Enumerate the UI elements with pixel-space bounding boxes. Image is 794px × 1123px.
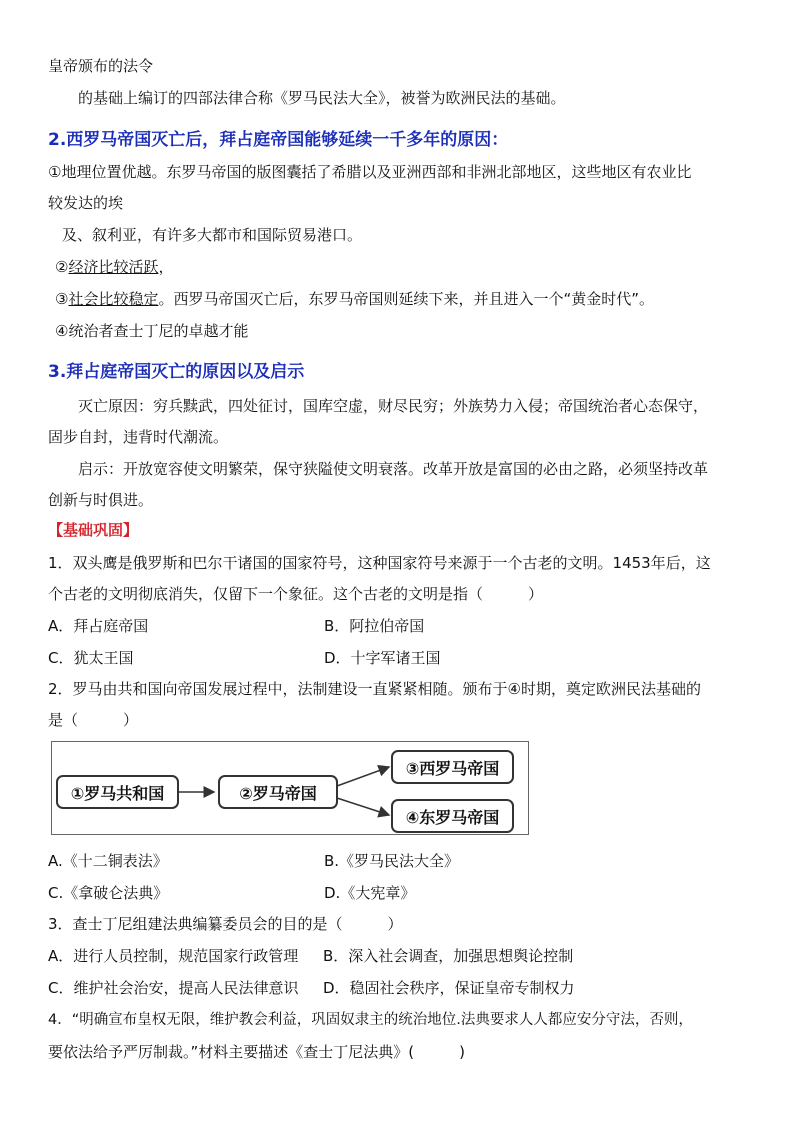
q3-option-a[interactable]: A．进行人员控制，规范国家行政管理: [48, 947, 299, 965]
section3-heading: 3.拜占庭帝国灭亡的原因以及启示: [48, 362, 305, 382]
box-western-roman-empire: ③西罗马帝国: [391, 750, 514, 784]
q2-option-a[interactable]: A.《十二铜表法》: [48, 852, 168, 870]
q3-option-b[interactable]: B．深入社会调查，加强思想舆论控制: [323, 947, 574, 965]
section3-lesson-line1: 启示：开放宽容使文明繁荣，保守狭隘使文明衰落。改革开放是富国的必由之路，必须坚持改革: [78, 460, 709, 478]
point3-underlined: 社会比较稳定: [68, 290, 159, 308]
section2-point1-line3: 及、叙利亚，有许多大都市和国际贸易港口。: [62, 226, 363, 244]
point3-rest: 。西罗马帝国灭亡后，东罗马帝国则延续下来，并且进入一个“黄金时代”。: [158, 290, 655, 308]
q2-line1: 2．罗马由共和国向帝国发展过程中，法制建设一直紧紧相随。颁布于④时期，奠定欧洲民法基础的: [48, 680, 701, 698]
q1-line2: 个古老的文明彻底消失，仅留下一个象征。这个古老的文明是指（ ）: [48, 585, 544, 603]
box-roman-empire: ②罗马帝国: [218, 775, 338, 809]
basic-consolidation-tag: 【基础巩固】: [48, 521, 139, 539]
q4-line1: 4．“明确宣布皇权无限，维护教会利益，巩固奴隶主的统治地位.法典要求人人都应安分守法，否则，: [48, 1012, 693, 1028]
box-eastern-roman-empire: ④东罗马帝国: [391, 799, 514, 833]
q2-line2: 是（ ）: [48, 711, 139, 729]
section2-point1-line1: ①地理位置优越。东罗马帝国的版图囊括了希腊以及亚洲西部和非洲北部地区，这些地区有农业比: [48, 163, 692, 181]
intro-line-2: 的基础上编订的四部法律合称《罗马民法大全》，被誉为欧洲民法的基础。: [78, 89, 566, 107]
q2-option-d[interactable]: D.《大宪章》: [324, 884, 416, 902]
section2-heading: 2.西罗马帝国灭亡后，拜占庭帝国能够延续一千多年的原因：: [48, 130, 509, 150]
arrow-empire-to-east: [337, 798, 389, 815]
section2-point2: [55, 257, 173, 277]
q2-option-b[interactable]: B.《罗马民法大全》: [324, 852, 460, 870]
q4-line2: 要依法给予严厉制裁。”材料主要描述《查士丁尼法典》( ): [48, 1043, 465, 1061]
section2-point1-line2: 较发达的埃: [48, 194, 124, 212]
point2-marker: ②: [55, 258, 69, 276]
point2-rest: ，: [158, 258, 174, 276]
q3-option-c[interactable]: C．维护社会治安，提高人民法律意识: [48, 979, 299, 997]
arrow-empire-to-west: [337, 767, 389, 786]
q1-option-b[interactable]: B．阿拉伯帝国: [324, 617, 425, 635]
box-roman-republic: ①罗马共和国: [56, 775, 179, 809]
section3-cause-line2: 固步自封，违背时代潮流。: [48, 428, 229, 446]
section2-point4: ④统治者查士丁尼的卓越才能: [55, 322, 249, 340]
intro-line-1: 皇帝颁布的法令: [48, 57, 154, 75]
q1-option-d[interactable]: D．十字军诸王国: [324, 649, 441, 667]
section3-cause-line1: 灭亡原因：穷兵黩武，四处征讨，国库空虚，财尽民穷；外族势力入侵；帝国统治者心态保守，: [78, 397, 709, 415]
q1-line1: 1．双头鹰是俄罗斯和巴尔干诸国的国家符号，这种国家符号来源于一个古老的文明。1453年后，这: [48, 554, 711, 572]
point2-underlined: 经济比较活跃: [68, 258, 159, 276]
section2-point3: [55, 289, 654, 309]
section3-lesson-line2: 创新与时俱进。: [48, 491, 154, 509]
q2-option-c[interactable]: C.《拿破仑法典》: [48, 884, 169, 902]
q3-line1: 3．查士丁尼组建法典编纂委员会的目的是（ ）: [48, 915, 403, 933]
q3-option-d[interactable]: D．稳固社会秩序，保证皇帝专制权力: [323, 979, 575, 997]
q1-option-a[interactable]: A．拜占庭帝国: [48, 617, 149, 635]
point3-marker: ③: [55, 290, 69, 308]
q1-option-c[interactable]: C．犹太王国: [48, 649, 134, 667]
rome-development-diagram: [51, 741, 529, 835]
